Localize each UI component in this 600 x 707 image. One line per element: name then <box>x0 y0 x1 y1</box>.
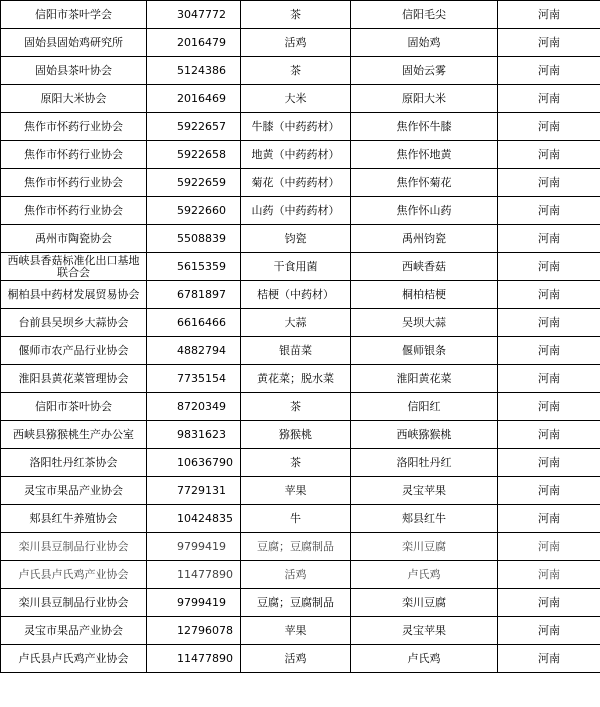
mark-name-cell: 焦作怀山药 <box>351 197 498 225</box>
applicant-cell: 偃师市农产品行业协会 <box>1 337 147 365</box>
applicant-cell: 淮阳县黄花菜管理协会 <box>1 365 147 393</box>
product-cell: 茶 <box>241 393 351 421</box>
mark-name-cell: 焦作怀牛膝 <box>351 113 498 141</box>
registration-number-cell: 2016479 <box>147 29 241 57</box>
product-cell: 茶 <box>241 449 351 477</box>
mark-name-cell: 信阳红 <box>351 393 498 421</box>
product-cell: 豆腐；豆腐制品 <box>241 589 351 617</box>
applicant-cell: 固始县固始鸡研究所 <box>1 29 147 57</box>
applicant-cell: 固始县茶叶协会 <box>1 57 147 85</box>
mark-name-cell: 灵宝苹果 <box>351 617 498 645</box>
province-cell: 河南 <box>498 505 600 533</box>
table-row <box>1 29 600 57</box>
product-cell: 山药（中药药材） <box>241 197 351 225</box>
product-cell: 活鸡 <box>241 645 351 673</box>
mark-name-cell: 原阳大米 <box>351 85 498 113</box>
product-cell: 桔梗（中药材） <box>241 281 351 309</box>
mark-name-cell: 灵宝苹果 <box>351 477 498 505</box>
applicant-cell: 西峡县香菇标准化出口基地联合会 <box>1 253 147 281</box>
table-row <box>1 113 600 141</box>
province-cell: 河南 <box>498 561 600 589</box>
product-cell: 银苗菜 <box>241 337 351 365</box>
province-cell: 河南 <box>498 29 600 57</box>
province-cell: 河南 <box>498 281 600 309</box>
product-cell: 猕猴桃 <box>241 421 351 449</box>
registration-number-cell: 11477890 <box>147 645 241 673</box>
table-row <box>1 309 600 337</box>
product-cell: 大米 <box>241 85 351 113</box>
province-cell: 河南 <box>498 645 600 673</box>
mark-name-cell: 西峡猕猴桃 <box>351 421 498 449</box>
applicant-cell: 信阳市茶叶协会 <box>1 393 147 421</box>
applicant-cell: 台前县吴坝乡大蒜协会 <box>1 309 147 337</box>
registration-number-cell: 5922658 <box>147 141 241 169</box>
registration-number-cell: 5922660 <box>147 197 241 225</box>
applicant-cell: 洛阳牡丹红茶协会 <box>1 449 147 477</box>
registration-number-cell: 6616466 <box>147 309 241 337</box>
table-row <box>1 589 600 617</box>
province-cell: 河南 <box>498 393 600 421</box>
product-cell: 活鸡 <box>241 29 351 57</box>
table-row <box>1 365 600 393</box>
registration-number-cell: 2016469 <box>147 85 241 113</box>
province-cell: 河南 <box>498 421 600 449</box>
applicant-cell: 焦作市怀药行业协会 <box>1 169 147 197</box>
province-cell: 河南 <box>498 337 600 365</box>
applicant-cell: 禹州市陶瓷协会 <box>1 225 147 253</box>
province-cell: 河南 <box>498 449 600 477</box>
province-cell: 河南 <box>498 589 600 617</box>
table-row <box>1 421 600 449</box>
table-row <box>1 561 600 589</box>
province-cell: 河南 <box>498 309 600 337</box>
product-cell: 茶 <box>241 1 351 29</box>
province-cell: 河南 <box>498 197 600 225</box>
applicant-cell: 郏县红牛养殖协会 <box>1 505 147 533</box>
applicant-cell: 栾川县豆制品行业协会 <box>1 589 147 617</box>
applicant-cell: 焦作市怀药行业协会 <box>1 197 147 225</box>
mark-name-cell: 洛阳牡丹红 <box>351 449 498 477</box>
registration-number-cell: 5922657 <box>147 113 241 141</box>
registration-number-cell: 5508839 <box>147 225 241 253</box>
registration-number-cell: 5124386 <box>147 57 241 85</box>
registration-number-cell: 6781897 <box>147 281 241 309</box>
table-row <box>1 85 600 113</box>
province-cell: 河南 <box>498 141 600 169</box>
applicant-cell: 焦作市怀药行业协会 <box>1 141 147 169</box>
province-cell: 河南 <box>498 169 600 197</box>
province-cell: 河南 <box>498 225 600 253</box>
mark-name-cell: 西峡香菇 <box>351 253 498 281</box>
mark-name-cell: 栾川豆腐 <box>351 589 498 617</box>
table-row <box>1 57 600 85</box>
table-row <box>1 225 600 253</box>
applicant-cell: 信阳市茶叶学会 <box>1 1 147 29</box>
product-cell: 菊花（中药药材） <box>241 169 351 197</box>
registration-number-cell: 7729131 <box>147 477 241 505</box>
registration-number-cell: 9799419 <box>147 589 241 617</box>
product-cell: 牛膝（中药药材） <box>241 113 351 141</box>
registration-number-cell: 12796078 <box>147 617 241 645</box>
mark-name-cell: 焦作怀地黄 <box>351 141 498 169</box>
registration-number-cell: 11477890 <box>147 561 241 589</box>
product-cell: 茶 <box>241 57 351 85</box>
mark-name-cell: 卢氏鸡 <box>351 561 498 589</box>
registration-number-cell: 5615359 <box>147 253 241 281</box>
registration-number-cell: 8720349 <box>147 393 241 421</box>
product-cell: 苹果 <box>241 477 351 505</box>
mark-name-cell: 栾川豆腐 <box>351 533 498 561</box>
applicant-cell: 西峡县猕猴桃生产办公室 <box>1 421 147 449</box>
registration-number-cell: 9831623 <box>147 421 241 449</box>
table-row <box>1 281 600 309</box>
table-row <box>1 141 600 169</box>
mark-name-cell: 淮阳黄花菜 <box>351 365 498 393</box>
mark-name-cell: 卢氏鸡 <box>351 645 498 673</box>
mark-name-cell: 桐柏桔梗 <box>351 281 498 309</box>
applicant-cell: 桐柏县中药材发展贸易协会 <box>1 281 147 309</box>
table-row <box>1 253 600 281</box>
mark-name-cell: 郏县红牛 <box>351 505 498 533</box>
table-row <box>1 337 600 365</box>
mark-name-cell: 固始鸡 <box>351 29 498 57</box>
table-row <box>1 533 600 561</box>
mark-name-cell: 信阳毛尖 <box>351 1 498 29</box>
mark-name-cell: 吴坝大蒜 <box>351 309 498 337</box>
product-cell: 豆腐；豆腐制品 <box>241 533 351 561</box>
product-cell: 大蒜 <box>241 309 351 337</box>
mark-name-cell: 固始云雾 <box>351 57 498 85</box>
table-row <box>1 505 600 533</box>
province-cell: 河南 <box>498 1 600 29</box>
applicant-cell: 原阳大米协会 <box>1 85 147 113</box>
registration-number-cell: 7735154 <box>147 365 241 393</box>
applicant-cell: 卢氏县卢氏鸡产业协会 <box>1 561 147 589</box>
product-cell: 地黄（中药药材） <box>241 141 351 169</box>
table-row <box>1 645 600 673</box>
product-cell: 苹果 <box>241 617 351 645</box>
registration-number-cell: 10636790 <box>147 449 241 477</box>
table-row <box>1 449 600 477</box>
mark-name-cell: 禹州钧瓷 <box>351 225 498 253</box>
registration-number-cell: 3047772 <box>147 1 241 29</box>
province-cell: 河南 <box>498 113 600 141</box>
table-row <box>1 393 600 421</box>
province-cell: 河南 <box>498 253 600 281</box>
product-cell: 活鸡 <box>241 561 351 589</box>
table-row <box>1 169 600 197</box>
product-cell: 牛 <box>241 505 351 533</box>
registration-number-cell: 4882794 <box>147 337 241 365</box>
registration-number-cell: 5922659 <box>147 169 241 197</box>
table-row <box>1 1 600 29</box>
applicant-cell: 焦作市怀药行业协会 <box>1 113 147 141</box>
province-cell: 河南 <box>498 57 600 85</box>
table-row <box>1 477 600 505</box>
registration-number-cell: 9799419 <box>147 533 241 561</box>
province-cell: 河南 <box>498 85 600 113</box>
table-body <box>1 1 600 673</box>
province-cell: 河南 <box>498 617 600 645</box>
province-cell: 河南 <box>498 365 600 393</box>
applicant-cell: 灵宝市果品产业协会 <box>1 617 147 645</box>
product-cell: 黄花菜；脱水菜 <box>241 365 351 393</box>
applicant-cell: 栾川县豆制品行业协会 <box>1 533 147 561</box>
table-row <box>1 617 600 645</box>
product-cell: 干食用菌 <box>241 253 351 281</box>
province-cell: 河南 <box>498 533 600 561</box>
province-cell: 河南 <box>498 477 600 505</box>
table-row <box>1 197 600 225</box>
mark-name-cell: 焦作怀菊花 <box>351 169 498 197</box>
applicant-cell: 卢氏县卢氏鸡产业协会 <box>1 645 147 673</box>
mark-name-cell: 偃师银条 <box>351 337 498 365</box>
registration-number-cell: 10424835 <box>147 505 241 533</box>
product-cell: 钧瓷 <box>241 225 351 253</box>
applicant-cell: 灵宝市果品产业协会 <box>1 477 147 505</box>
